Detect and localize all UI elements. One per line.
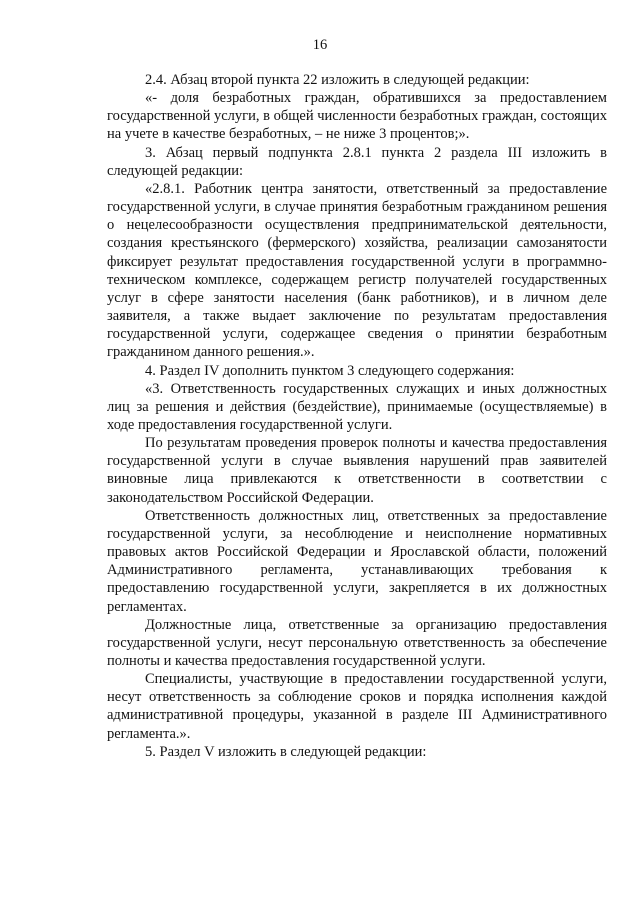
paragraph-3: 3. Абзац первый подпункта 2.8.1 пункта 2 раздела III изложить в следующей редакции:: [107, 144, 607, 179]
paragraph-quote-2-8-1: «2.8.1. Работник центра занятости, ответственный за предоставление государственной услуги, в случае принятия безработным гражданином решения о нецелесообразности осуществления предпринимательской деятельности, создания крестьянского (фермерского) хозяйства, реализации самозанятости фиксирует результат предоставления государственной услуги в программно-техническом комплексе, содержащем регистр получателей государственных услуг в сфере занятости населения (банк работников), и в личном деле заявителя, а также выдает заключение по результатам предоставления государственной услуги, содержащее сведения о принятии безработным гражданином данного решения.».: [107, 180, 607, 361]
paragraph-organizers-responsibility: Должностные лица, ответственные за организацию предоставления государственной услуги, несут персональную ответственность за обеспечение полноты и качества предоставления государственной услуги.: [107, 616, 607, 669]
paragraph-2-4: 2.4. Абзац второй пункта 22 изложить в следующей редакции:: [145, 72, 530, 88]
page-number: 16: [312, 37, 328, 53]
paragraph-5: 5. Раздел V изложить в следующей редакции:: [145, 743, 427, 760]
paragraph-quote-unemployed-share: «- доля безработных граждан, обратившихся за предоставлением государственной услуги, в общей численности безработных граждан, состоящих на учете в качестве безработных, – не ниже 3 процентов;».: [107, 90, 607, 143]
paragraph-quote-section-3: «3. Ответственность государственных служащих и иных должностных лиц за решения и действия (бездействие), принимаемые (осуществляемые) в ходе предоставления государственной услуги.: [107, 380, 607, 433]
paragraph-4: 4. Раздел IV дополнить пунктом 3 следующего содержания:: [145, 362, 515, 379]
paragraph-officials-responsibility: Ответственность должностных лиц, ответственных за предоставление государственной услуги, за несоблюдение и неисполнение нормативных правовых актов Российской Федерации и Ярославской области, положений Административного регламента, устанавливающих требования к предоставлению государственной услуги, закрепляется в их должностных регламентах.: [107, 507, 607, 615]
paragraph-specialists-responsibility: Специалисты, участвующие в предоставлении государственной услуги, несут ответственность за соблюдение сроков и порядка исполнения каждой административной процедуры, указанной в разделе III Административного регламента.».: [107, 671, 607, 742]
document-body: [107, 71, 607, 761]
paragraph-inspection-results: По результатам проведения проверок полноты и качества предоставления государственной услуги в случае выявления нарушений прав заявителей виновные лица привлекаются к ответственности в соответствии с законодательством Российской Федерации.: [107, 435, 607, 506]
